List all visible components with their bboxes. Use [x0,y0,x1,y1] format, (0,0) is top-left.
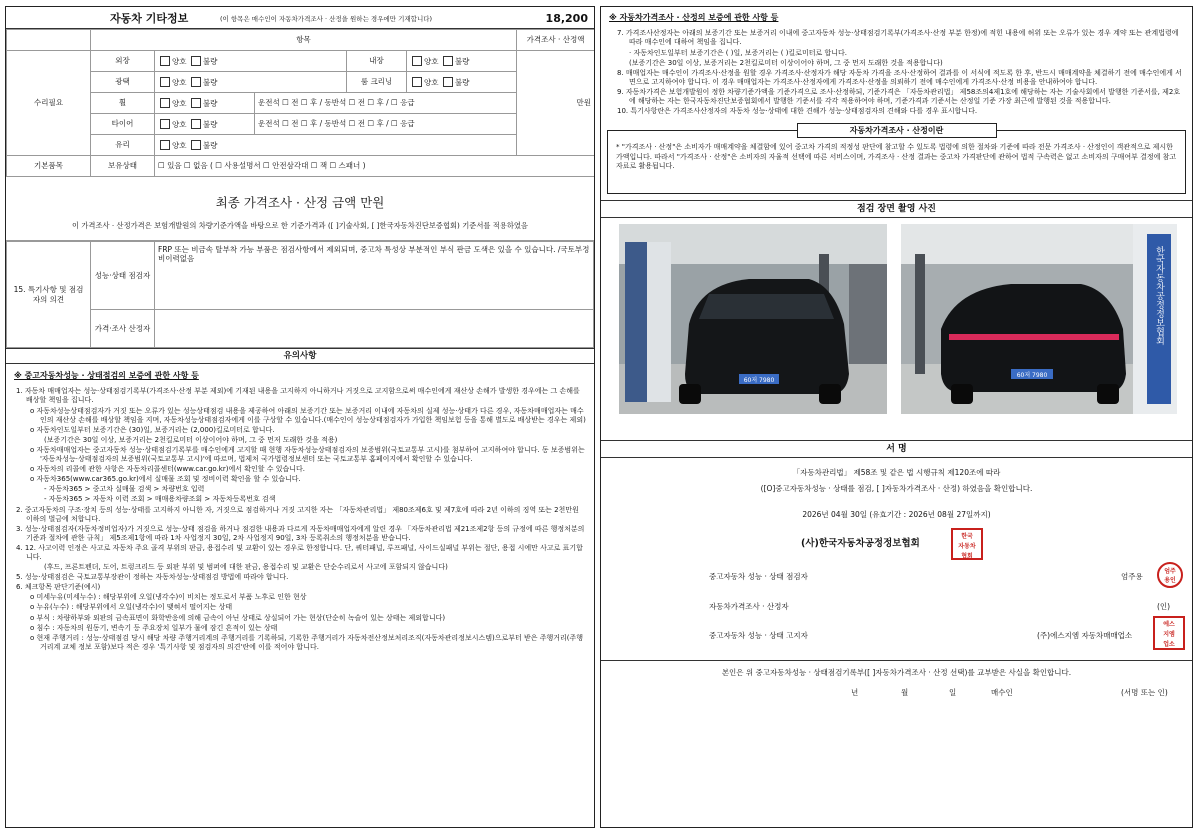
basic-items: ☐ 있음 ☐ 없음 ( ☐ 사용설명서 ☐ 안전삼각대 ☐ 잭 ☐ 스패너 ) [155,156,595,177]
notice-line: 4. 12. 사고이력 인정은 사고로 자동차 주요 골격 부위의 판금, 용접수리 및 교환이 있는 경우로 한정합니다. 단, 쿼터패널, 루프패널, 사이드실패널 부위는 절단, 용접 시에만 사고로 표기합니다. [16,543,583,561]
price-warranty-notes [601,7,1192,116]
inspector-label: 성능·상태 점검자 [91,242,155,310]
row-label: 광택 [91,72,155,93]
warranty-item: 8. 매매업자는 매수인이 가격조사·산정을 원할 경우 가격조사·산정자가 해당 자동차 가격을 조사·산정하여 결과를 이 서식에 적도록 한 후, 반드시 매매계약을 체결하기 전에 매수인에게 서면으로 고지하여야 합니다. 이 경우 매매업자는 가격조사·산정자에게 가격조사·산정을 의뢰하기 전에 매수인에게 가격조사·산정 비용을 안내하여야 합니다. [617,68,1182,86]
plate-text-1: 60저 7980 [743,377,775,385]
notice-line: o 자동차매매업자는 중고자동차 성능·상태점검기록부를 매수인에게 고지할 때 현행 자동차성능상태점검자의 보증범위(국토교통부 고시)를 첨부하여 고지하여야 합니다. 동 보증범위는 '자동차성능·상태점검자의 보증범위(국토교통부 고시)'에 따르며, 법제처 국가법령정보센터 또는 국토교통부 홈페이지에서 확인할 수 있습니다. [30,445,585,464]
signature-section [601,440,1192,736]
opinion-label: 15. 특기사항 및 점검자의 의견 [7,242,91,348]
wheel-position: 운전석 ☐ 전 ☐ 후 / 동반석 ☐ 전 ☐ 후 / ☐ 응급 [255,93,517,114]
notice-line: o 미세누유(미세누수) : 해당부위에 오일(냉각수)이 비치는 정도로서 부품 노후로 인한 현상 [30,593,307,602]
row-label: 외장 [91,51,155,72]
checkbox-group[interactable]: 양호 불량 [407,51,517,72]
inspection-photo-rear [901,224,1177,414]
other-info-table [6,29,595,177]
signature-title: 서 명 [601,440,1192,458]
row1-value: 엄주용 [1121,572,1143,582]
sign-date: 2026년 04월 30일 (유효기간 : 2026년 08월 27일까지) [802,510,991,520]
notice-line: - 자동차365 > 중고차 실매물 검색 > 차량번호 입력 [44,485,205,494]
final-price-section [6,177,594,241]
plate-text-2: 60저 7980 [1016,372,1048,380]
org-seal-icon: 한국 자동차 협회 [951,528,983,560]
notice-line: (후드, 프론트펜더, 도어, 트렁크리드 등 외판 부위 및 범퍼에 대한 판금, 용접수리 및 교환은 단순수리로서 사고에 포함되지 않습니다) [44,563,448,572]
warranty-item: 7. 가격조사산정자는 아래의 보증기간 또는 보증거리 이내에 중고자동차 성능·상태점검기록부(가격조사·산정 부분 한정)에 적힌 내용에 허위 또는 오류가 있는 경우 계약 또는 관계법령에 따라 매수인에 대하여 책임을 집니다. [617,29,1179,47]
warranty-item: (보증기간은 30일 이상, 보증거리는 2천킬로미터 이상이어야 하며, 그 중 먼저 도래한 것을 적용합니다) [629,58,943,67]
checkbox[interactable] [412,56,422,66]
price-header: 가격조사 · 산정액 [517,30,595,51]
notice-line: o 현재 주행거리 : 성능·상태점검 당시 해당 차량 주행거리계의 주행거리를 기록하되, 기록한 주행거리가 자동차전산정보처리조직(자동차관리정보시스템)으로부터 받은 주행거리(주행거리계 교체 정보 포함)보다 적은 경우 '특기사항 및 점검자의 의견'란에 이를 적어야 합니다. [30,633,584,651]
right-panel [600,6,1193,828]
row-label: 휠 [91,93,155,114]
repair-label: 수리필요 [7,51,91,156]
checkbox[interactable] [191,140,201,150]
left-panel [5,6,595,828]
checkbox-group[interactable]: 양호 불량 [407,72,517,93]
row2-label: 자동차가격조사 · 산정자 [709,602,789,612]
car-rear-image [901,224,1177,414]
buyer-label: 매수인 [991,688,1013,698]
definition-box [607,126,1186,194]
checkbox-group[interactable]: 양호 불량 [155,51,347,72]
basic-label: 기본품목 [7,156,91,177]
checkbox-group[interactable]: 양호 불량 [155,114,255,135]
dealer-seal-icon: 에스 지엠 업소 [1153,616,1185,650]
other-info-amount: 18,200 [545,12,588,25]
row-label: 내장 [347,51,407,72]
definition-title: 자동차가격조사 · 산정이란 [797,123,997,138]
notice-line: 1. 자동차 매매업자는 성능·상태점검기록부(가격조사·산정 부분 제외)에 기재된 내용을 고지하지 아니하거나 거짓으로 고지함으로써 매수인에게 재산상 손해가 발생한 경우에는 그 손해를 배상할 책임을 집니다. [16,387,580,405]
checkbox[interactable] [191,56,201,66]
photo-section-title: 점검 장면 촬영 사진 [601,200,1192,218]
sign-org: (사)한국자동차공정정보협회 [801,538,920,550]
row2-value: (인) [1157,602,1171,612]
checkbox[interactable] [443,56,453,66]
notice-line: o 자동차인도일부터 보증기간은 (30)일, 보증거리는 (2,000)킬로미터로 합니다. [30,425,275,434]
notice-line: 5. 성능·상태점검은 국토교통부장관이 정하는 자동차성능·상태점검 방법에 따라야 합니다. [16,573,289,582]
notice-line: o 누유(누수) : 해당부위에서 오일(냉각수)이 맺혀서 떨어지는 상태 [30,603,233,612]
warranty-item: 9. 자동차가격은 보험개발원이 정한 차량기준가액을 기준가격으로 조사·산정하되, 기준가격은 「자동차관리법」 제58조의4제1호에 해당하는 자는 기술사회에서 발행한 기준서를, 제2호에 해당하는 자는 한국자동차진단보증협회에서 발행한 기준서를 각각 적용하여야 하며, 기준가격과 기준서는 산정일 기준 가장 최근에 발행된 것을 적용합니다. [617,87,1181,106]
appraiser-label: 가격·조사 산정자 [91,310,155,348]
checkbox[interactable] [160,119,170,129]
notice-body [6,364,594,652]
checkbox-group[interactable]: 양호 불량 [155,135,517,156]
checkbox[interactable] [443,77,453,87]
row-label: 룸 크리닝 [347,72,407,93]
sign-line-1: 「자동차관리법」 제58조 및 같은 법 시행규칙 제120조에 따라 [792,468,1001,478]
month-label: 월 [901,688,909,698]
appraiser-opinion [155,310,594,348]
warranty-item: · 자동차인도일부터 보증기간은 ( )일, 보증거리는 ( )킬로미터로 합니다. [629,48,847,57]
final-price-title: 최종 가격조사 · 산정 금액 만원 [215,195,385,210]
year-label: 년 [851,688,859,698]
row-label: 타이어 [91,114,155,135]
tire-position: 운전석 ☐ 전 ☐ 후 / 동반석 ☐ 전 ☐ 후 / ☐ 응급 [255,114,517,135]
notice-line: 6. 체크항목 판단기준(예시) [16,583,101,592]
checkbox[interactable] [160,140,170,150]
opinion-table [6,241,594,348]
checkbox[interactable] [191,77,201,87]
banner-text: 한국자동차공정정보협회 [1154,246,1164,346]
warranty-item: 10. 특기사항란은 가격조사산정자의 자동차 성능·상태에 대한 견해가 성능·상태점검자의 견해와 다를 경우 표시합니다. [617,107,978,116]
row3-label: 중고자동차 성능 · 상태 고지자 [709,631,808,641]
buyer-sign: (서명 또는 인) [1121,688,1168,698]
notice-line: o 자동차의 리콜에 관한 사항은 자동차리콜센터(www.car.go.kr)에서 확인할 수 있습니다. [30,465,305,474]
checkbox[interactable] [160,77,170,87]
row3-value: (주)에스지엠 자동차매매업소 [1037,631,1133,641]
inspection-photo-front [619,224,887,414]
photo-section [601,218,1192,440]
checkbox[interactable] [191,98,201,108]
car-front-image [619,224,887,414]
unit-label: 만원 [517,51,595,156]
notice-heading: ※ 중고자동차성능 · 상태점검의 보증에 관한 사항 등 [14,371,199,380]
other-info-title: 자동차 기타정보 [110,12,189,25]
checkbox[interactable] [160,56,170,66]
notice-line: (보증기간은 30일 이상, 보증거리는 2천킬로미터 이상이어야 하며, 그 중 먼저 도래한 것을 적용) [44,435,338,444]
day-label: 일 [949,688,957,698]
inspector-opinion: FRP 또는 비금속 탈부착 가능 부품은 점검사항에서 제외되며, 중고차 특성상 부분적인 부식 판금 도색은 있을 수 있습니다. /국토부정비이력없음 [155,242,594,310]
checkbox[interactable] [191,119,201,129]
row1-label: 중고자동차 성능 · 상태 점검자 [709,572,808,582]
confirm-text: 본인은 위 중고자동차성능 · 상태점검기록부([ ]자동차가격조사 · 산정 선택)를 교부받은 사실을 확인합니다. [721,668,1072,678]
notice-line: o 자동차성능상태점검자가 거짓 또는 오류가 있는 성능상태점검 내용을 제공하여 아래의 보증기간 또는 보증거리 이내에 자동차의 실제 성능·상태가 다른 경우, 자동차매매업자는 매수인의 재산상 손해를 배상할 책임을 지며, 자동차성능상태점검자에게 이를 구상할 수 있습니다.(매수인이 성능상태점검자가 가입한 책임보험 등을 통해 별도로 배상받는 경우는 제외) [30,406,586,424]
definition-text: * "가격조사 · 산정"은 소비자가 매매계약을 체결함에 있어 중고차 가격의 적정성 판단에 참고할 수 있도록 법령에 의한 절차와 기준에 따라 전문 가격조사 · 산정인이 객관적으로 제시한 가액입니다. 따라서 "가격조사 · 산정"은 소비자의 자율적 선택에 따른 서비스이며, 가격조사 · 산정 결과는 중고차 가격판단에 관하여 법적 구속력은 없고 소비자의 구매여부 결정에 참고자료로 활용됩니다. [616,143,1177,171]
divider [601,660,1192,661]
notice-line: - 자동차365 > 자동차 이력 조회 > 매매용차량조회 > 자동차등록번호 검색 [44,495,276,504]
checkbox[interactable] [412,77,422,87]
item-header: 항목 [91,30,517,51]
final-price-note: 이 가격조사 · 산정가격은 보험개발원의 차량기준가액을 바탕으로 한 기준가격과 ([ ]기술사회, [ ]한국자동차진단보증협회) 기준서를 적용하였음 [72,221,528,230]
checkbox-group[interactable]: 양호 불량 [155,93,255,114]
checkbox[interactable] [160,98,170,108]
inspector-seal-icon: 엄주 용인 [1157,562,1183,588]
notice-line: o 침수 : 자동차의 원동기, 변속기 등 주요장치 일부가 물에 잠긴 흔적이 있는 상태 [30,623,278,632]
checkbox-group[interactable]: 양호 불량 [155,72,347,93]
notice-line: 2. 중고자동차의 구조·장치 등의 성능·상태를 고지하지 아니한 자, 거짓으로 점검하거나 거짓 고지한 자는 「자동차관리법」 제80조제6호 및 제7호에 따라 2년 이하의 징역 또는 2천만원 이하의 벌금에 처합니다. [16,505,579,523]
notice-line: o 자동차365(www.car365.go.kr)에서 실매물 조회 및 정비이력 확인을 할 수 있습니다. [30,475,301,484]
row-label: 유리 [91,135,155,156]
other-info-header [6,7,594,29]
other-info-note: (이 항목은 매수인이 자동차가격조사 · 산정을 원하는 경우에만 기재합니다) [220,15,433,23]
notice-title: 유의사항 [6,348,594,364]
notice-line: 3. 성능·상태점검자(자동차정비업자)가 거짓으로 성능·상태 점검을 하거나 점검한 내용과 다르게 자동차매매업자에게 알린 경우 「자동차관리법 제21조제2항 등의 규정에 따른 행정처분의 기준과 절차에 관한 규칙」 제5조제1항에 따라 1차 사업정지 30일, 2차 사업정지 90일, 3차 등록취소의 행정처분을 받습니다. [16,524,585,542]
sign-line-2: ([O]중고자동차성능 · 상태를 점검, [ ]자동차가격조사 · 산정) 하였음을 확인합니다. [760,484,1033,494]
notice-line: o 부식 : 차량하부와 외판의 금속표면이 화학반응에 의해 금속이 아닌 상태로 상실되어 가는 현상(단순히 녹슬어 있는 상태는 제외합니다) [30,613,446,622]
basic-item: 보유상태 [91,156,155,177]
price-warranty-heading: ※ 자동차가격조사 · 산정의 보증에 관한 사항 등 [609,13,779,22]
